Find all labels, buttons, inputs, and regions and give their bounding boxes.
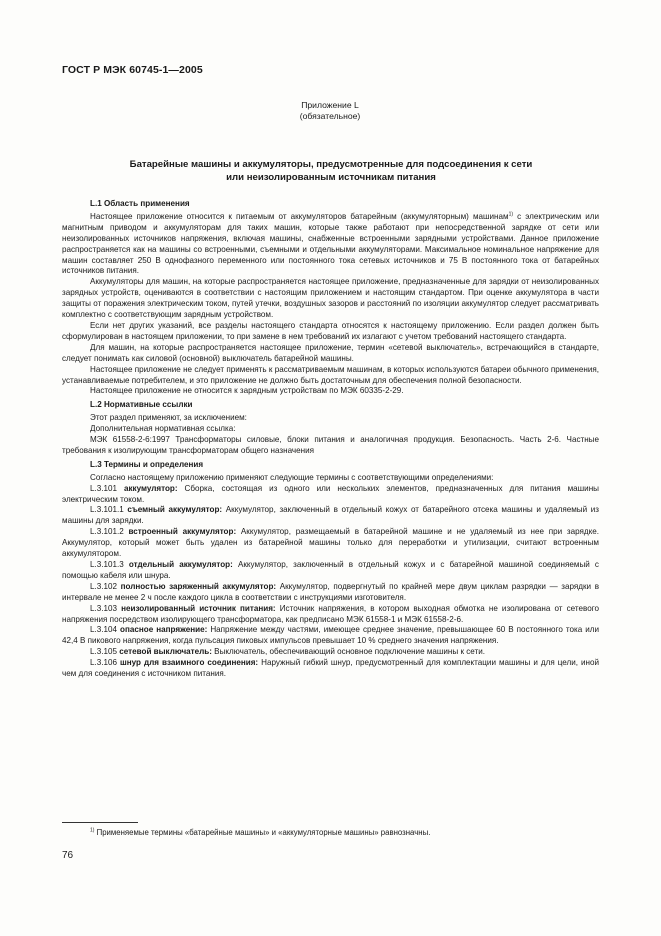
term-text: Напряжение между частями, имеющее среднее значение, превышающее 60 В постоянного тока или 42,4 В пикового напряжения, когда пульсация пиковых импульсов превышает 10 % среднего значения напряжения. xyxy=(62,625,599,646)
paragraph-text: Настоящее приложение относится к питаемым от аккумуляторов батарейным (аккумуляторным) машинам xyxy=(90,211,509,221)
paragraph: МЭК 61558-2-6:1997 Трансформаторы силовые, блоки питания и аналогичная продукция. Безопасность. Часть 2-6. Частные требования к изолирующим трансформаторам общего назначения xyxy=(62,435,599,455)
term-number: L.3.105 xyxy=(90,647,120,657)
document-body xyxy=(62,196,599,680)
term-definition xyxy=(62,560,599,582)
paragraph: Если нет других указаний, все разделы настоящего стандарта относятся к настоящему приложению. Если раздел должен быть сформулирован в настоящем приложении, то при замене в нем требований их излагают с учетом требований настоящего стандарта. xyxy=(62,320,599,341)
annex-title: Приложение L xyxy=(301,100,359,110)
term-number: L.3.101 xyxy=(90,483,124,493)
term-text: Аккумулятор, размещаемый в батарейной машине и не удаляемый из нее при зарядке. Аккумулятор, который может быть удален из батарейной машины только для переработки и утилизации, считают встроенным аккумулятором. xyxy=(62,527,599,559)
section-heading-references: L.2 Нормативные ссылки xyxy=(90,400,193,410)
term-name: опасное напряжение: xyxy=(120,625,208,635)
footnote-ref: 1) xyxy=(508,211,514,218)
term-text: Аккумулятор, подвергнутый по крайней мере двум циклам разрядки — зарядки в интервале не менее 2 ч после каждого цикла в соответствии с инструкциями изготовителя. xyxy=(62,581,599,602)
paragraph: Аккумуляторы для машин, на которые распространяется настоящее приложение, предназначенные для зарядки от неизолированных зарядных устройств, оцениваются в соответствии с настоящим приложением и настоящим стандартом. При оценке аккумулятора в части защиты от поражения электрическим током, путей утечки, воздушных зазоров и расстояний по изоляции аккумулятор следует рассматривать комплектно с соответствующим зарядным устройством. xyxy=(62,277,599,320)
paragraph xyxy=(62,212,599,277)
term-name: съемный аккумулятор: xyxy=(127,505,223,515)
term-number: L.3.106 xyxy=(90,658,121,668)
term-number: L.3.101.1 xyxy=(90,505,128,515)
term-name: отдельный аккумулятор: xyxy=(128,560,233,569)
term-definition xyxy=(62,484,599,506)
term-text: Сборка, состоящая из одного или нескольких элементов, предназначенных для питания машины электрическим током. xyxy=(62,483,599,504)
term-definition xyxy=(62,582,599,604)
footnote xyxy=(90,828,600,838)
paragraph: Этот раздел применяют, за исключением: xyxy=(90,413,247,423)
term-text: Выключатель, обеспечивающий основное подключение машины к сети. xyxy=(211,647,485,657)
term-name: неизолированный источник питания: xyxy=(121,603,276,613)
footnote-mark: 1) xyxy=(90,827,95,834)
annex-status: (обязательное) xyxy=(299,111,361,121)
section-heading-scope: L.1 Область применения xyxy=(90,199,190,208)
term-definition xyxy=(62,527,599,560)
main-title-line-2: или неизолированным источникам питания xyxy=(226,172,436,183)
paragraph: Настоящее приложение не относится к зарядным устройствам по МЭК 60335-2-29. xyxy=(90,386,404,396)
term-name: сетевой выключатель: xyxy=(119,647,212,657)
term-text: Наружный гибкий шнур, предусмотренный для комплектации машины и для цели, иной чем для соединения с источником питания. xyxy=(62,658,599,679)
term-name: аккумулятор: xyxy=(123,483,178,493)
term-number: L.3.101.3 xyxy=(90,560,129,569)
term-text: Источник напряжения, в котором выходная обмотка не изолирована от сетевого напряжения посредством изолирующего трансформатора, как предписано МЭК 61558-1 и МЭК 61558-2-6. xyxy=(62,603,599,624)
term-text: Аккумулятор, заключенный в отдельный кожух от батарейного отсека машины и удаляемый из машины для зарядки. xyxy=(62,505,599,526)
page-number: 76 xyxy=(62,850,74,861)
footnote-text: Применяемые термины «батарейные машины» и «аккумуляторные машины» равнозначны. xyxy=(94,828,431,837)
term-number: L.3.104 xyxy=(90,625,121,635)
term-number: L.3.102 xyxy=(90,581,121,591)
term-definition xyxy=(62,604,599,626)
main-title-line-1: Батарейные машины и аккумуляторы, предусмотренные для подсоединения к сети xyxy=(129,159,533,170)
term-definition xyxy=(62,505,599,527)
term-definition xyxy=(62,647,599,658)
term-text: Аккумулятор, заключенный в отдельный кожух и с батарейной машиной соединяемый с помощью кабеля или шнура. xyxy=(62,560,599,580)
standard-header: ГОСТ Р МЭК 60745-1—2005 xyxy=(62,64,203,76)
term-definition xyxy=(62,658,599,680)
term-name: полностью заряженный аккумулятор: xyxy=(120,581,277,591)
term-name: шнур для взаимного соединения: xyxy=(120,658,259,668)
annex-main-title xyxy=(62,158,600,184)
paragraph: Согласно настоящему приложению применяют следующие термины с соответствующими определениями: xyxy=(90,472,494,482)
term-number: L.3.101.2 xyxy=(90,527,129,537)
footnote-divider xyxy=(62,822,138,823)
paragraph-text: с электрическим или магнитным приводом и аккумуляторам для таких машин, которые также работают при непосредственной зарядке от сети или неизолированных источников напряжения, включая машины, снабженные встроенными зарядными устройствами. Данное приложение распространяется как на машины со встроенными, съемными и отдельными аккумуляторами. Максимальное номинальное напряжение для машин составляет 250 В однофазного переменного или постоянного тока сетевых источников и 75 В постоянного тока от батарейных источников питания. xyxy=(62,211,599,276)
annex-block xyxy=(240,100,420,122)
section-heading-terms: L.3 Термины и определения xyxy=(90,459,204,469)
term-name: встроенный аккумулятор: xyxy=(128,527,237,537)
term-definition xyxy=(62,625,599,647)
paragraph: Для машин, на которые распространяется настоящее приложение, термин «сетевой выключатель», встречающийся в стандарте, следует понимать как силовой (основной) выключатель батарейной машины. xyxy=(62,342,599,363)
paragraph: Настоящее приложение не следует применять к рассматриваемым машинам, в которых используются батареи обычного применения, устанавливаемые потребителем, и это приложение не должно быть достаточным для обеспечения полной безопасности. xyxy=(62,364,599,385)
term-number: L.3.103 xyxy=(90,603,122,613)
paragraph: Дополнительная нормативная ссылка: xyxy=(90,424,236,434)
